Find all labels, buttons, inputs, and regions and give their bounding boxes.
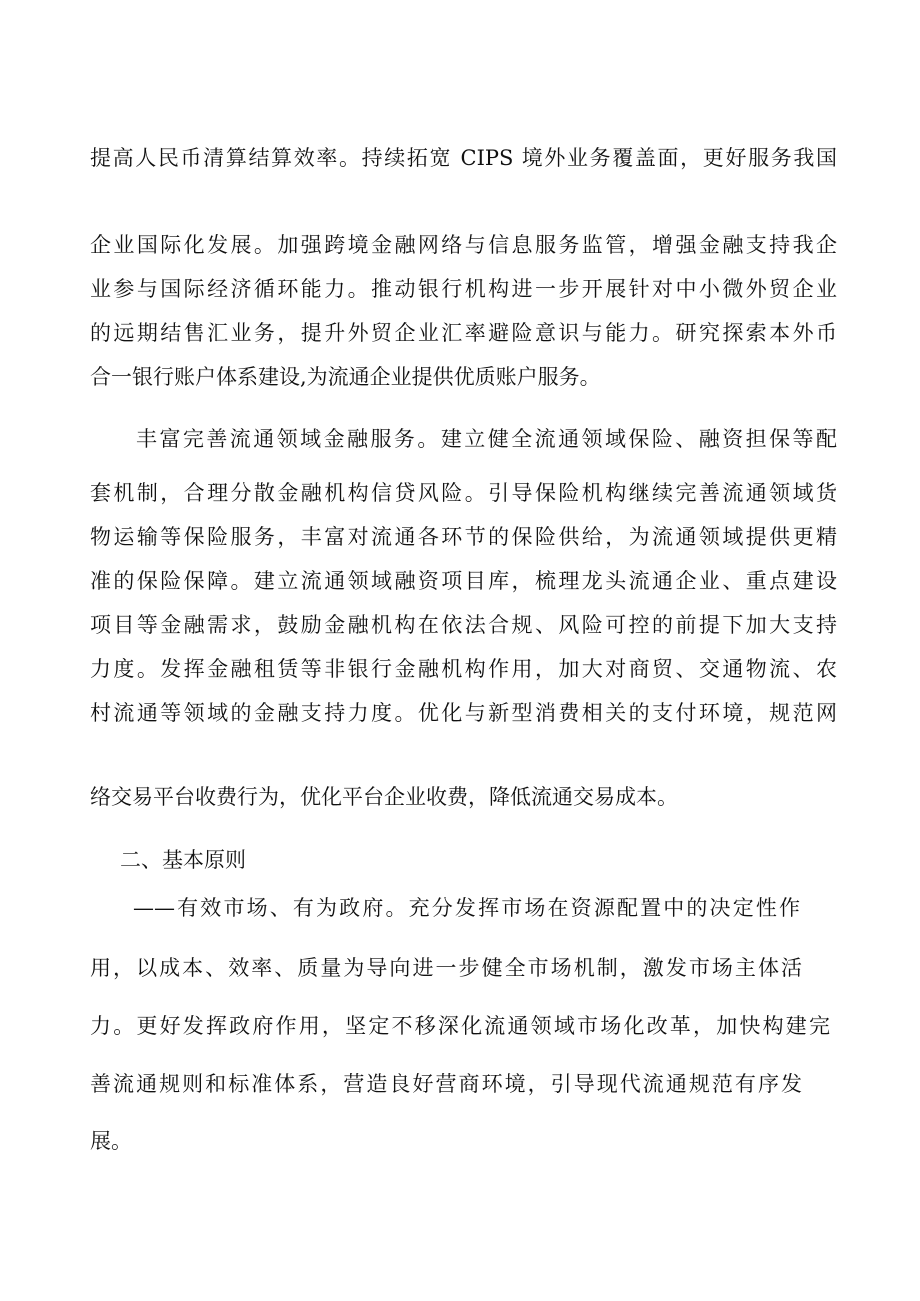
section-heading: 二、基本原则	[120, 848, 246, 872]
paragraph-2-line-7: 村流通等领域的金融支持力度。优化与新型消费相关的支付环境，规范网	[90, 701, 837, 725]
paragraph-3-line-3: 力。更好发挥政府作用，坚定不移深化流通领域市场化改革，加快构建完	[90, 1014, 830, 1038]
paragraph-2-line-8: 络交易平台收费行为，优化平台企业收费，降低流通交易成本。	[90, 785, 678, 809]
paragraph-2-line-3: 物运输等保险服务，丰富对流通各环节的保险供给，为流通领域提供更精	[90, 525, 837, 549]
paragraph-1-line-4: 的远期结售汇业务，提升外贸企业汇率避险意识与能力。研究探索本外币	[90, 321, 837, 345]
paragraph-2-line-4: 准的保险保障。建立流通领域融资项目库，梳理龙头流通企业、重点建设	[90, 569, 837, 593]
paragraph-2-line-2: 套机制，合理分散金融机构信贷风险。引导保险机构继续完善流通领域货	[90, 481, 837, 505]
paragraph-2-line-6: 力度。发挥金融租赁等非银行金融机构作用，加大对商贸、交通物流、农	[90, 657, 837, 681]
paragraph-1-line-5: 合一银行账户体系建设,为流通企业提供优质账户服务。	[90, 365, 601, 389]
paragraph-3-line-2: 用，以成本、效率、质量为导向进一步健全市场机制，激发市场主体活	[90, 956, 802, 980]
paragraph-1-line-1: 提高人民币清算结算效率。持续拓宽 CIPS 境外业务覆盖面，更好服务我国	[90, 146, 837, 170]
paragraph-1-line-2: 企业国际化发展。加强跨境金融网络与信息服务监管，增强金融支持我企	[90, 233, 837, 257]
paragraph-1-line-3: 业参与国际经济循环能力。推动银行机构进一步开展针对中小微外贸企业	[90, 277, 837, 301]
paragraph-3-line-4: 善流通规则和标准体系，营造良好营商环境，引导现代流通规范有序发	[90, 1072, 802, 1096]
paragraph-2-line-1: 丰富完善流通领域金融服务。建立健全流通领域保险、融资担保等配	[136, 427, 837, 451]
paragraph-3-line-5: 展。	[90, 1129, 132, 1153]
paragraph-2-line-5: 项目等金融需求，鼓励金融机构在依法合规、风险可控的前提下加大支持	[90, 613, 837, 637]
paragraph-3-line-1: ——有效市场、有为政府。充分发挥市场在资源配置中的决定性作	[133, 896, 800, 920]
